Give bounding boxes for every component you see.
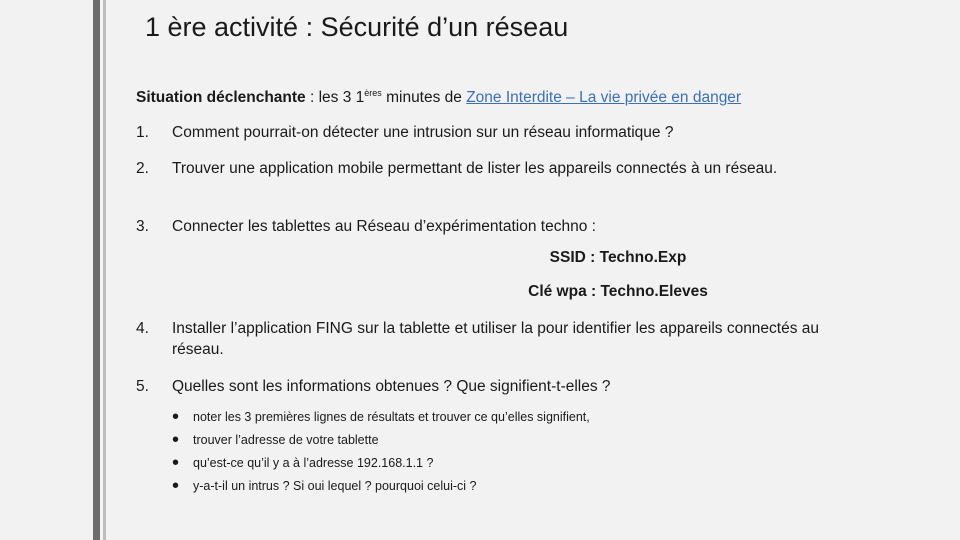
list-item-1	[136, 122, 856, 143]
item-text: Trouver une application mobile permettant de lister les appareils connectés à un réseau.	[172, 160, 778, 177]
list-item-5	[136, 376, 856, 397]
bullet-icon: •	[172, 475, 180, 497]
situation-label: Situation déclenchante	[136, 89, 306, 106]
list-item-4	[136, 318, 856, 360]
item-text: Installer l’application FING sur la tablette et utiliser la pour identifier les appareils connectés au réseau.	[172, 320, 820, 358]
situation-superscript: ères	[364, 88, 382, 98]
item-number: 4.	[136, 320, 149, 337]
list-item	[172, 475, 590, 498]
decorative-bar-thin	[103, 0, 106, 540]
list-item	[172, 429, 590, 452]
decorative-bar	[93, 0, 100, 540]
bullet-text: trouver l’adresse de votre tablette	[193, 433, 379, 447]
item-number: 1.	[136, 124, 149, 141]
list-item-3	[136, 216, 856, 237]
item-text: Comment pourrait-on détecter une intrusion sur un réseau informatique ?	[172, 124, 674, 141]
situation-text-before: : les 3 1	[305, 89, 365, 106]
bullet-icon: •	[172, 406, 180, 428]
item-text: Connecter les tablettes au Réseau d’expérimentation techno :	[172, 218, 596, 235]
bullet-text: qu’est-ce qu’il y a à l’adresse 192.168.1.1 ?	[193, 456, 434, 470]
list-item	[172, 406, 590, 429]
item-number: 5.	[136, 378, 149, 395]
sub-bullet-list	[172, 406, 590, 498]
wpa-key-line: Clé wpa : Techno.Eleves	[528, 283, 708, 300]
ssid-line: SSID : Techno.Exp	[549, 249, 687, 266]
bullet-icon: •	[172, 452, 180, 474]
item-text: Quelles sont les informations obtenues ? Que signifient-t-elles ?	[172, 378, 611, 395]
bullet-icon: •	[172, 429, 180, 451]
list-item-2	[136, 158, 856, 179]
item-number: 3.	[136, 218, 149, 235]
situation-line	[136, 88, 741, 107]
item-number: 2.	[136, 160, 149, 177]
bullet-text: y-a-t-il un intrus ? Si oui lequel ? pourquoi celui-ci ?	[193, 479, 477, 493]
video-link[interactable]: Zone Interdite – La vie privée en danger	[466, 89, 742, 106]
bullet-text: noter les 3 premières lignes de résultats et trouver ce qu’elles signifient,	[193, 410, 590, 424]
situation-text-after: minutes de	[381, 89, 467, 106]
slide-title: 1 ère activité : Sécurité d’un réseau	[145, 12, 569, 42]
list-item	[172, 452, 590, 475]
